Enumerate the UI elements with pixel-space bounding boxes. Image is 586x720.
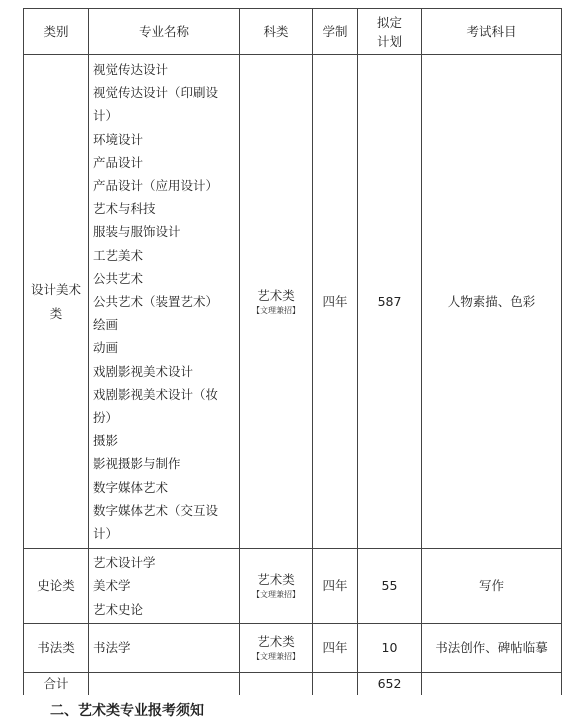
enrollment-plan-table xyxy=(23,8,562,695)
major-item: 艺术与科技 xyxy=(93,201,156,217)
majors-cell xyxy=(89,549,240,624)
major-item: 美术学 xyxy=(93,578,131,594)
next-section-heading-partial: 二、艺术类专业报考须知 xyxy=(50,703,204,719)
header-plan: 拟定 计划 xyxy=(358,9,422,55)
table-row xyxy=(24,55,562,549)
major-item: 环境设计 xyxy=(93,131,144,147)
total-plan: 652 xyxy=(358,672,422,695)
duration-cell: 四年 xyxy=(313,623,358,672)
empty-cell xyxy=(89,672,240,695)
category-cell: 史论类 xyxy=(24,549,89,624)
majors-cell xyxy=(89,55,240,549)
major-item: 戏剧影视美术设计（妆 xyxy=(93,386,219,402)
empty-cell xyxy=(313,672,358,695)
major-item: 艺术史论 xyxy=(93,601,144,617)
subject-tag: 【文理兼招】 xyxy=(252,305,300,315)
empty-cell xyxy=(422,672,562,695)
header-duration: 学制 xyxy=(313,9,358,55)
major-item: 公共艺术（装置艺术） xyxy=(93,294,219,310)
major-item: 绘画 xyxy=(93,317,119,333)
major-item: 影视摄影与制作 xyxy=(93,456,181,472)
major-item: 视觉传达设计 xyxy=(93,62,169,77)
total-label: 合计 xyxy=(24,672,89,695)
major-item: 扮） xyxy=(93,410,119,426)
empty-cell xyxy=(240,672,313,695)
major-item: 工艺美术 xyxy=(93,247,144,263)
category-cell: 书法类 xyxy=(24,623,89,672)
total-row xyxy=(24,672,562,695)
major-item: 视觉传达设计（印刷设 xyxy=(93,85,219,101)
majors-cell xyxy=(89,623,240,672)
major-item: 动画 xyxy=(93,340,119,356)
header-exam-subjects: 考试科目 xyxy=(422,9,562,55)
plan-cell: 587 xyxy=(358,55,422,549)
plan-cell: 10 xyxy=(358,623,422,672)
header-subject-type: 科类 xyxy=(240,9,313,55)
subject-type-cell xyxy=(240,623,313,672)
subject-type-label: 艺术类 xyxy=(257,572,295,588)
table-header-row xyxy=(24,9,562,55)
major-item: 产品设计（应用设计） xyxy=(93,178,219,194)
exam-cell: 书法创作、碑帖临摹 xyxy=(422,623,562,672)
exam-cell: 写作 xyxy=(422,549,562,624)
plan-cell: 55 xyxy=(358,549,422,624)
subject-type-label: 艺术类 xyxy=(257,633,295,649)
duration-cell: 四年 xyxy=(313,549,358,624)
major-item: 产品设计 xyxy=(93,154,144,170)
major-item: 计） xyxy=(93,526,119,542)
table-row xyxy=(24,549,562,624)
header-major-name: 专业名称 xyxy=(89,9,240,55)
major-item: 艺术设计学 xyxy=(93,555,156,571)
header-category: 类别 xyxy=(24,9,89,55)
duration-cell: 四年 xyxy=(313,55,358,549)
major-item: 数字媒体艺术（交互设 xyxy=(93,502,219,518)
major-item: 计） xyxy=(93,108,119,124)
major-item: 服装与服饰设计 xyxy=(93,224,181,240)
subject-type-cell xyxy=(240,549,313,624)
major-item: 数字媒体艺术 xyxy=(93,479,169,495)
subject-tag: 【文理兼招】 xyxy=(252,651,300,661)
subject-type-label: 艺术类 xyxy=(257,287,295,303)
major-item: 公共艺术 xyxy=(93,270,144,286)
major-item: 书法学 xyxy=(93,640,131,656)
major-item: 摄影 xyxy=(93,433,119,449)
table-row xyxy=(24,623,562,672)
subject-tag: 【文理兼招】 xyxy=(252,590,300,600)
category-cell: 设计美术 类 xyxy=(24,55,89,549)
major-item: 戏剧影视美术设计 xyxy=(93,363,194,379)
subject-type-cell xyxy=(240,55,313,549)
exam-cell: 人物素描、色彩 xyxy=(422,55,562,549)
